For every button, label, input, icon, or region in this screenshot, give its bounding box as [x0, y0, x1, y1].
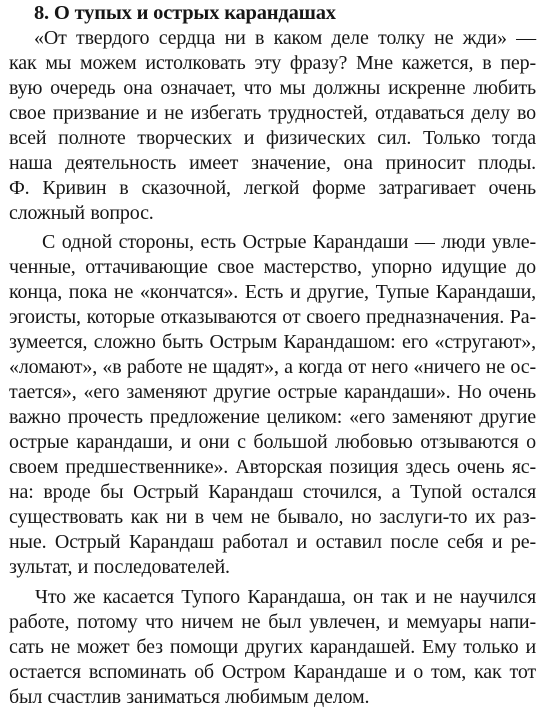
paragraph-line: С одной стороны, есть Острые Карандаши — люди увле- — [42, 231, 536, 253]
paragraph-3 — [9, 580, 536, 710]
paragraph-line: как мы можем истолковать эту фразу? Мне кажется, в пер- — [9, 52, 536, 74]
paragraph-line: на: вроде бы Острый Карандаш сточился, а Тупой остался — [9, 481, 536, 503]
paragraph-line: Ф. Кривин в сказочной, легкой форме затрагивает очень — [9, 177, 536, 199]
paragraph-line: своем предшественнике». Авторская позиция здесь очень яс- — [9, 456, 536, 478]
paragraph-1 — [9, 26, 536, 226]
paragraph-line: Что же касается Тупого Карандаша, он так и не научился — [35, 586, 536, 608]
paragraph-line: острые карандаши, и они с большой любовью отзываются о — [9, 431, 536, 453]
paragraph-line: сложный вопрос. — [9, 202, 154, 224]
paragraph-line: остается вспоминать об Остром Карандаше и о том, как тот — [9, 661, 536, 683]
paragraph-line: работе, потому что ничем не был увлечен, и мемуары напи- — [9, 611, 536, 633]
paragraph-line: тается», «его заменяют другие острые карандаши». Но очень — [9, 381, 536, 403]
paragraph-line: зультат, и последователей. — [9, 556, 230, 578]
paragraph-line: был счастлив заниматься любимым делом. — [9, 686, 370, 708]
paragraph-line: сать не может без помощи других карандашей. Ему только и — [9, 636, 536, 658]
paragraph-line: наша деятельность имеет значение, она приносит плоды. — [9, 152, 536, 174]
paragraph-line: существовать как ни в чем не бывало, но заслуги-то их раз- — [9, 506, 536, 528]
paragraph-line: ченные, оттачивающие свое мастерство, упорно идущие до — [9, 256, 536, 278]
paragraph-line: эгоисты, которые отказываются от своего предназначения. Ра- — [9, 306, 536, 328]
paragraph-line: вую очередь она означает, что мы должны искренне любить — [9, 77, 536, 99]
paragraph-line: всей полноте творческих и физических сил. Только тогда — [9, 127, 536, 149]
paragraph-line: «От твердого сердца ни в каком деле толку не жди» — — [34, 27, 536, 49]
section-heading: 8. О тупых и острых карандашах — [34, 2, 336, 24]
paragraph-line: ные. Острый Карандаш работал и оставил после себя и ре- — [9, 531, 536, 553]
paragraph-line: «ломают», «в работе не щадят», а когда от него «ничего не ос- — [9, 356, 536, 378]
paragraph-2 — [9, 226, 536, 580]
paragraph-line: зумеется, сложно быть Острым Карандашом: его «стругают», — [9, 331, 536, 353]
paragraph-line: важно прочесть предложение целиком: «его заменяют другие — [9, 406, 536, 428]
paragraph-line: свое призвание и не избегать трудностей, отдаваться делу во — [9, 102, 536, 124]
paragraph-line: конца, пока не «кончатся». Есть и другие, Тупые Карандаши, — [9, 281, 536, 303]
